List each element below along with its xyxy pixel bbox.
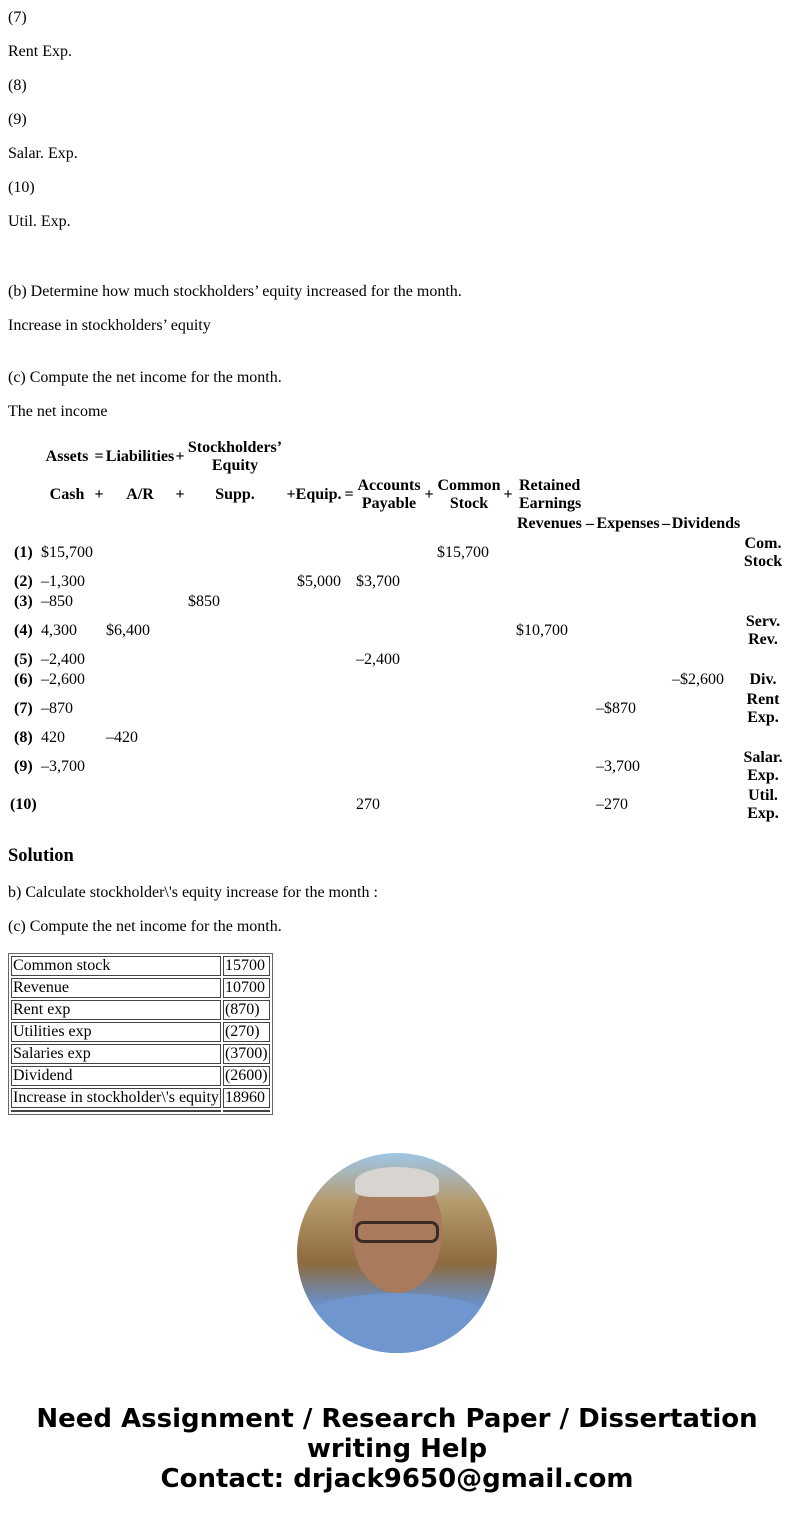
equation-cell: –2,600 <box>41 671 85 688</box>
equation-cell: Rev. <box>748 631 778 648</box>
empty-row <box>11 1110 270 1112</box>
equation-cell: $6,400 <box>106 622 150 639</box>
equation-cell: = <box>94 448 104 465</box>
equation-cell: Retained <box>519 477 581 494</box>
amount-cell: 15700 <box>223 956 270 976</box>
item-cell: Rent exp <box>11 1000 221 1020</box>
equation-cell: Earnings <box>519 495 582 512</box>
text-line: (9) <box>8 111 27 128</box>
equation-cell: Cash <box>49 486 85 503</box>
table-row <box>11 978 270 998</box>
item-cell: Salaries exp <box>11 1044 221 1064</box>
equation-cell: Exp. <box>747 767 779 784</box>
footer-line: Need Assignment / Research Paper / Dissertation <box>36 1404 758 1434</box>
text-line: (10) <box>8 179 35 196</box>
item-cell: Dividend <box>11 1066 221 1086</box>
equation-cell: Stock <box>743 553 783 570</box>
equation-cell: – <box>662 515 670 532</box>
item-cell: Increase in stockholder\'s equity <box>13 1089 219 1106</box>
text-line: (8) <box>8 77 27 94</box>
amount-cell: (3700) <box>224 1045 268 1062</box>
footer-promo <box>0 1404 794 1494</box>
solution-heading: Solution <box>8 846 74 866</box>
equation-cell: Div. <box>749 671 777 688</box>
equation-cell: –420 <box>106 729 138 746</box>
equation-cell: Payable <box>361 495 417 512</box>
equation-cell: + <box>503 486 513 503</box>
equation-cell: –$870 <box>596 700 636 717</box>
amount-cell: 18960 <box>223 1088 270 1108</box>
equation-cell: Stockholders’ <box>187 439 283 456</box>
equation-cell: +Equip. <box>286 486 342 503</box>
item-cell: Common stock <box>11 956 221 976</box>
equation-cell: –2,400 <box>41 651 85 668</box>
amount-cell: (870) <box>223 1000 270 1020</box>
part-c-label: The net income <box>8 403 108 420</box>
equation-cell: –$2,600 <box>672 671 724 688</box>
table-row <box>11 1022 270 1042</box>
equation-cell: (5) <box>14 651 33 668</box>
footer-line: writing Help <box>306 1434 488 1464</box>
equation-cell: + <box>424 486 434 503</box>
equation-cell: –1,300 <box>41 573 85 590</box>
text-line: Salar. Exp. <box>8 145 78 162</box>
equation-cell: + <box>175 448 185 465</box>
equation-cell: A/R <box>126 486 154 503</box>
equation-cell: (4) <box>14 622 33 639</box>
equation-cell: = <box>344 486 354 503</box>
equation-cell: Supp. <box>215 486 255 503</box>
equation-cell: (3) <box>14 593 33 610</box>
equation-cell: –3,700 <box>596 758 640 775</box>
equation-cell: –270 <box>596 796 628 813</box>
equation-cell: Salar. <box>743 749 783 766</box>
amount-cell: (2600) <box>224 1067 268 1084</box>
item-cell: Revenue <box>11 978 221 998</box>
equation-cell: 270 <box>356 796 380 813</box>
equation-cell: (10) <box>10 796 37 813</box>
equation-cell: $15,700 <box>41 544 93 561</box>
text-line: (7) <box>8 9 27 26</box>
equation-cell: –850 <box>41 593 73 610</box>
equation-cell: Com. <box>744 535 782 552</box>
equation-cell: (7) <box>14 700 33 717</box>
part-b-question: (b) Determine how much stockholders’ equity increased for the month. <box>8 283 462 300</box>
equation-cell: (9) <box>14 758 33 775</box>
equation-cell: 4,300 <box>41 622 77 639</box>
equation-cell: –870 <box>41 700 73 717</box>
solution-line-c: (c) Compute the net income for the month. <box>8 918 282 935</box>
equation-cell: Rent <box>746 691 780 708</box>
equation-cell: Stock <box>449 495 489 512</box>
table-row <box>11 1088 270 1108</box>
table-row <box>11 1066 270 1086</box>
equation-cell: Liabilities <box>105 448 175 465</box>
footer-line: Contact: drjack9650@gmail.com <box>160 1464 634 1494</box>
equation-cell: $850 <box>188 593 220 610</box>
solution-table <box>8 953 273 1115</box>
equation-cell: + <box>175 486 185 503</box>
equation-cell: – <box>586 515 594 532</box>
empty-cell <box>11 1110 221 1112</box>
part-c-question: (c) Compute the net income for the month. <box>8 369 282 386</box>
equation-cell: –3,700 <box>41 758 85 775</box>
author-photo <box>297 1153 497 1353</box>
equation-cell: $10,700 <box>516 622 568 639</box>
equation-cell: Exp. <box>747 709 779 726</box>
solution-line-b: b) Calculate stockholder\'s equity increase for the month : <box>8 884 378 901</box>
equation-cell: Common <box>437 477 501 494</box>
table-row <box>11 1000 270 1020</box>
amount-cell: (270) <box>223 1022 270 1042</box>
text-line: Util. Exp. <box>8 213 71 230</box>
equation-cell: (6) <box>14 671 33 688</box>
equation-cell: –2,400 <box>356 651 400 668</box>
equation-cell: Equity <box>211 457 259 474</box>
amount-cell: 10700 <box>223 978 270 998</box>
item-cell: Utilities exp <box>11 1022 221 1042</box>
empty-cell <box>223 1110 270 1112</box>
equation-cell: Revenues <box>517 515 582 532</box>
equation-cell: (2) <box>14 573 33 590</box>
equation-cell: Expenses <box>596 515 660 532</box>
table-row <box>11 956 270 976</box>
equation-cell: (1) <box>14 544 33 561</box>
text-line: Rent Exp. <box>8 43 72 60</box>
equation-cell: Assets <box>45 448 89 465</box>
equation-cell: $15,700 <box>437 544 489 561</box>
equation-cell: 420 <box>41 729 65 746</box>
equation-cell: Util. <box>748 787 778 804</box>
equation-cell: Dividends <box>671 515 741 532</box>
equation-cell: (8) <box>14 729 33 746</box>
equation-cell: $5,000 <box>297 573 341 590</box>
equation-cell: $3,700 <box>356 573 400 590</box>
equation-cell: Accounts <box>357 477 421 494</box>
equation-cell: Serv. <box>745 613 781 630</box>
table-row <box>11 1044 270 1064</box>
equation-cell: Exp. <box>747 805 779 822</box>
equation-cell: + <box>94 486 104 503</box>
part-b-label: Increase in stockholders’ equity <box>8 317 211 334</box>
